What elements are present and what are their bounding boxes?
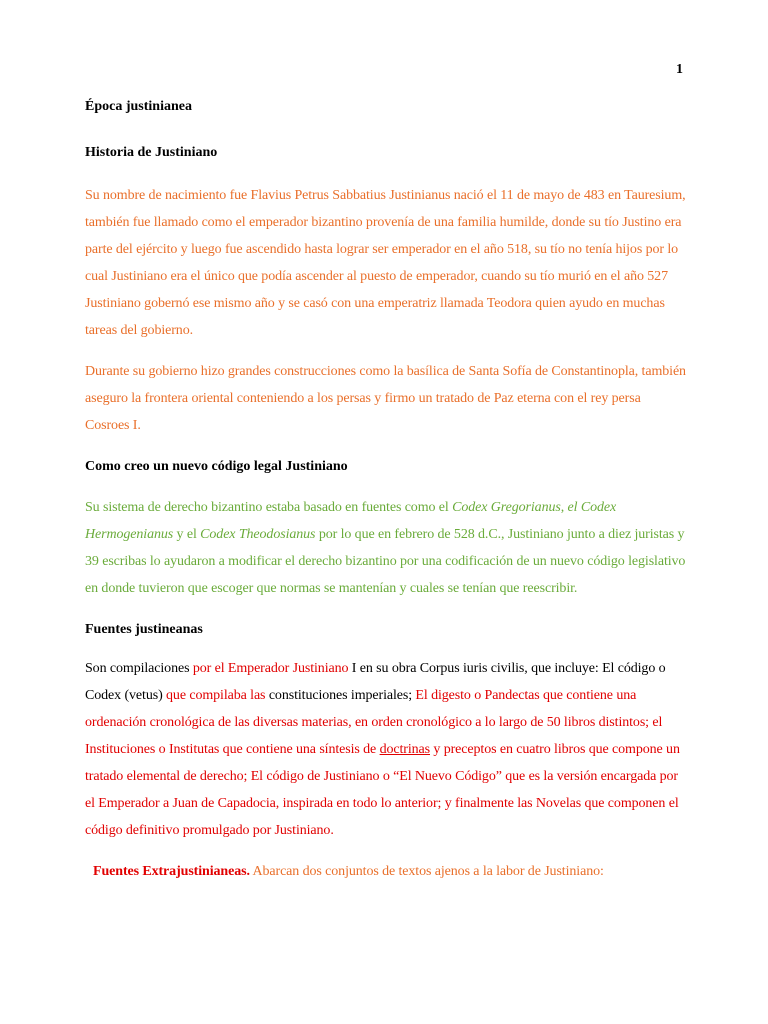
paragraph-fuentes — [85, 655, 687, 844]
text-segment: Son compilaciones — [85, 661, 193, 676]
title-epoca: Época justinianea — [85, 99, 192, 114]
text-segment: Abarcan dos conjuntos de textos ajenos a la labor de Justiniano: — [249, 864, 604, 879]
paragraph-historia-1: Su nombre de nacimiento fue Flavius Petrus Sabbatius Justinianus nació el 11 de mayo de 483 en Tauresium, también fue llamado como el emperador bizantino provenía de una familia humilde, donde su tío Justino era parte del ejército y luego fue ascendido hasta lograr ser emperador en el año 518, su tío no tenía hijos por lo cual Justiniano era el único que podía ascender al puesto de emperador, cuando su tío murió en el año 527 Justiniano gobernó ese mismo año y se casó con una emperatriz llamada Teodora quien ayudo en muchas tareas del gobierno. — [85, 188, 686, 338]
extrajustinianeas-label: Fuentes Extrajustinianeas. — [93, 864, 250, 879]
text-segment: I en su obra Corpus iuris civilis, que incluye: El código o Codex (vetus) — [85, 661, 666, 703]
heading-historia: Historia de Justiniano — [85, 145, 218, 160]
document-body — [85, 96, 687, 885]
codex-hermogenianus: el Codex Hermogenianus — [85, 500, 617, 542]
codex-gregorianus: Codex Gregorianus — [452, 500, 561, 515]
codex-theodosianus: Codex Theodosianus — [200, 527, 316, 542]
text-segment: , — [560, 500, 568, 515]
paragraph-historia-2: Durante su gobierno hizo grandes construcciones como la basílica de Santa Sofía de Constantinopla, también aseguro la frontera oriental conteniendo a los persas y firmo un tratado de Paz eterna con el rey persa Cosroes I. — [85, 364, 686, 433]
heading-fuentes: Fuentes justineanas — [85, 622, 203, 637]
text-segment: y el — [173, 527, 201, 542]
doctrinas-link[interactable]: doctrinas — [379, 742, 430, 757]
text-segment: por el Emperador Justiniano — [192, 661, 349, 676]
paragraph-extrajustinianeas — [85, 858, 687, 885]
text-segment: que compilaba las — [166, 688, 266, 703]
text-segment: El digesto o Pandectas que contiene una ordenación cronológica de las diversas materias, en orden cronológico a lo largo de 50 libros distintos; el Instituciones o Institutas que contiene una síntesis de — [85, 688, 663, 757]
text-segment: por lo que en febrero de 528 d.C., Justiniano junto a diez juristas y 39 escribas lo ayudaron a modificar el derecho bizantino por una codificación de un nuevo código legislativo en donde tuvieron que escoger que normas se mantenían y cuales se tenían que reescribir. — [85, 527, 686, 596]
text-segment: y preceptos en cuatro libros que compone un tratado elemental de derecho; El código de Justiniano o “El Nuevo Código” que es la versión encargada por el Emperador a Juan de Capadocia, inspirada en todo lo anterior; y finalmente las Novelas que componen el código definitivo promulgado por Justiniano. — [85, 742, 680, 838]
text-segment: Su sistema de derecho bizantino estaba basado en fuentes como el — [85, 500, 453, 515]
heading-codigo: Como creo un nuevo código legal Justiniano — [85, 459, 348, 474]
paragraph-codigo — [85, 494, 687, 602]
text-segment: constituciones imperiales; — [265, 688, 416, 703]
page-number: 1 — [676, 62, 683, 77]
